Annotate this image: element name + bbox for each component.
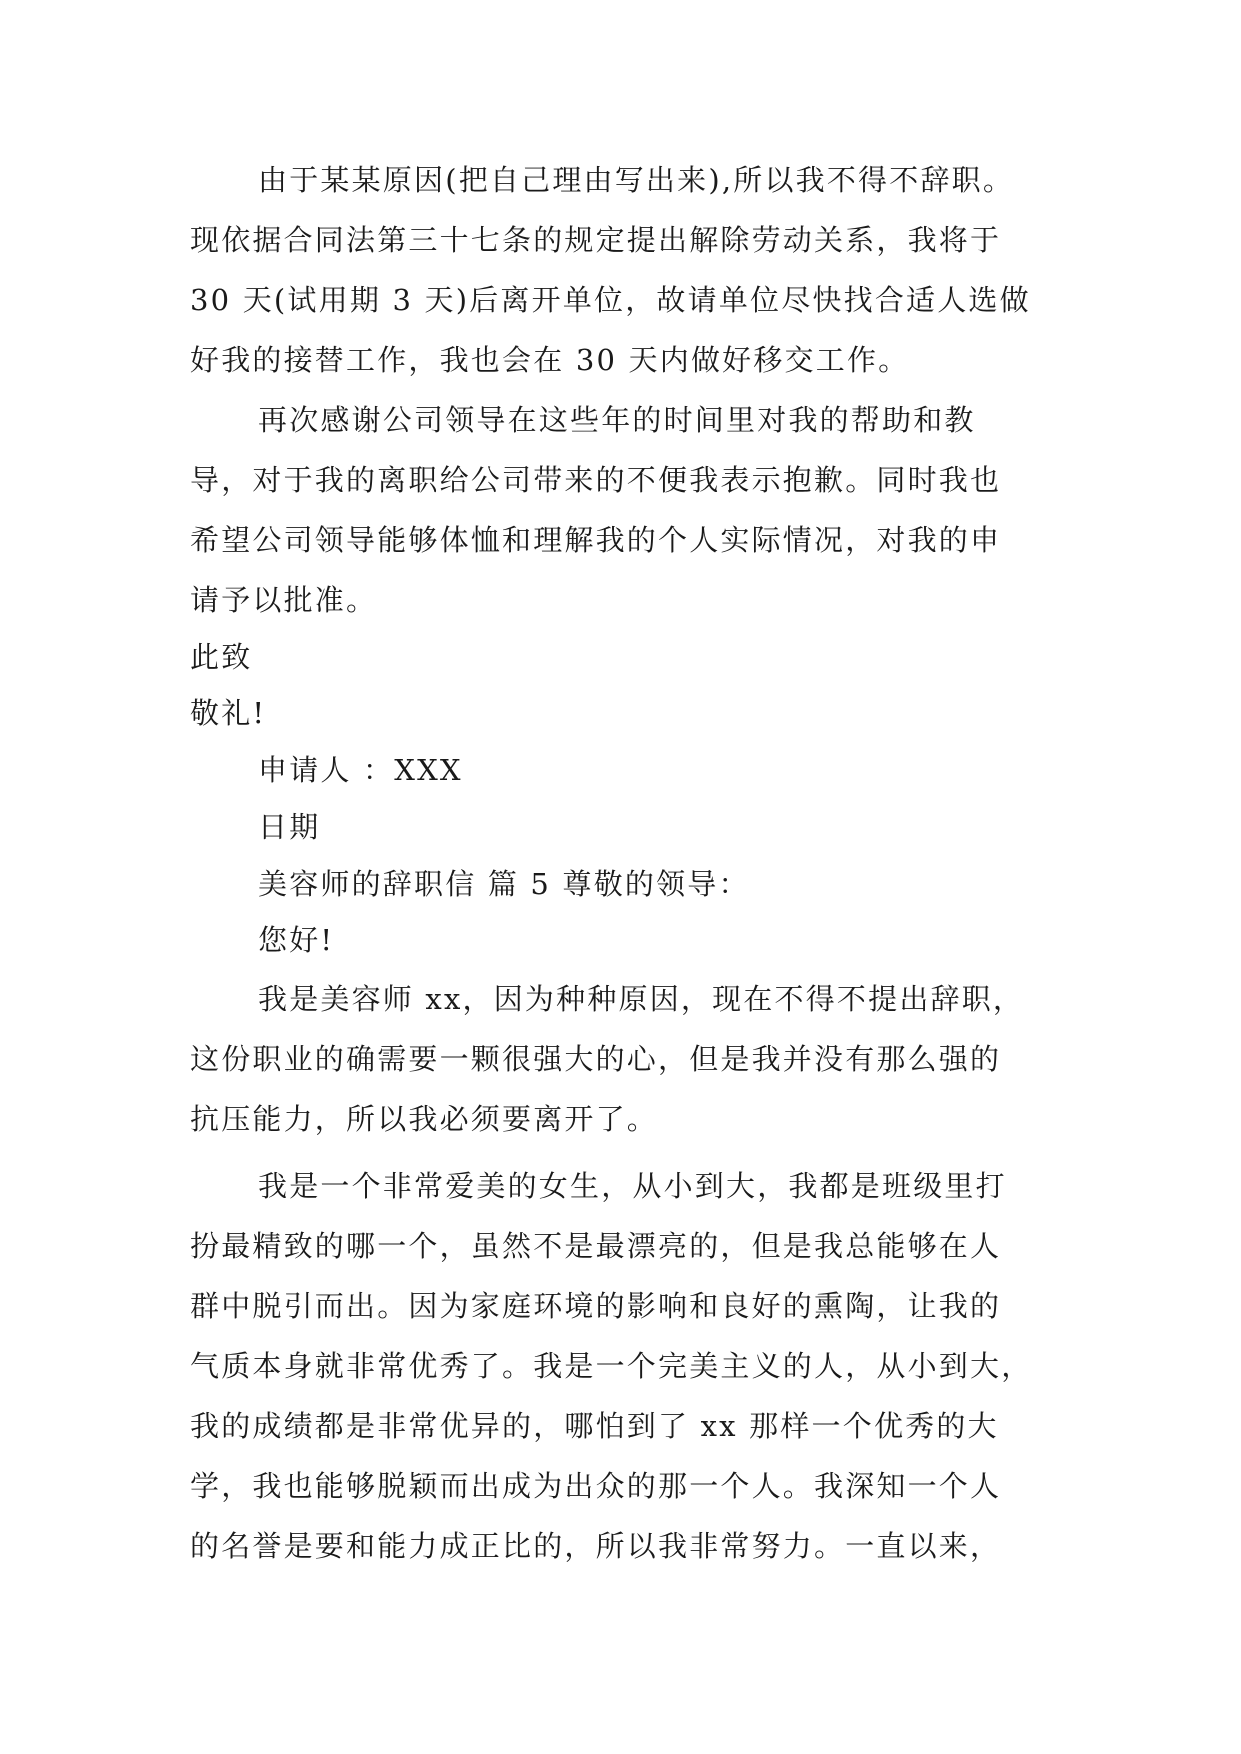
text-line: 学，我也能够脱颖而出成为出众的那一个人。我深知一个人 xyxy=(190,1469,1002,1503)
date-label: 日期 xyxy=(258,810,321,844)
text-line: 的名誉是要和能力成正比的，所以我非常努力。一直以来， xyxy=(190,1529,1002,1563)
text-line: 我是美容师 xx，因为种种原因，现在不得不提出辞职， xyxy=(258,982,1025,1016)
text-line: 30 天(试用期 3 天)后离开单位，故请单位尽快找合适人选做 xyxy=(190,283,1031,317)
text-line: 请予以批准。 xyxy=(190,583,378,617)
text-line: 希望公司领导能够体恤和理解我的个人实际情况，对我的申 xyxy=(190,523,1002,557)
text-line: 再次感谢公司领导在这些年的时间里对我的帮助和教 xyxy=(258,403,976,437)
text-line: 好我的接替工作，我也会在 30 天内做好移交工作。 xyxy=(190,343,910,377)
greeting: 您好! xyxy=(258,923,335,957)
text-line: 群中脱引而出。因为家庭环境的影响和良好的熏陶，让我的 xyxy=(190,1289,1002,1323)
text-line: 导，对于我的离职给公司带来的不便我表示抱歉。同时我也 xyxy=(190,463,1002,497)
text-line: 由于某某原因(把自己理由写出来),所以我不得不辞职。 xyxy=(258,163,1015,197)
text-line: 气质本身就非常优秀了。我是一个完美主义的人，从小到大， xyxy=(190,1349,1033,1383)
closing-salute: 敬礼! xyxy=(190,696,267,730)
section-heading: 美容师的辞职信 篇 5 尊敬的领导： xyxy=(258,867,750,901)
text-line: 我的成绩都是非常优异的，哪怕到了 xx 那样一个优秀的大 xyxy=(190,1409,999,1443)
text-line: 我是一个非常爱美的女生，从小到大，我都是班级里打 xyxy=(258,1169,1007,1203)
text-line: 扮最精致的哪一个，虽然不是最漂亮的，但是我总能够在人 xyxy=(190,1229,1002,1263)
closing-phrase: 此致 xyxy=(190,640,253,674)
applicant-signature: 申请人 ：XXX xyxy=(258,753,463,787)
text-line: 这份职业的确需要一颗很强大的心，但是我并没有那么强的 xyxy=(190,1042,1002,1076)
text-line: 现依据合同法第三十七条的规定提出解除劳动关系，我将于 xyxy=(190,223,1002,257)
text-line: 抗压能力，所以我必须要离开了。 xyxy=(190,1102,659,1136)
